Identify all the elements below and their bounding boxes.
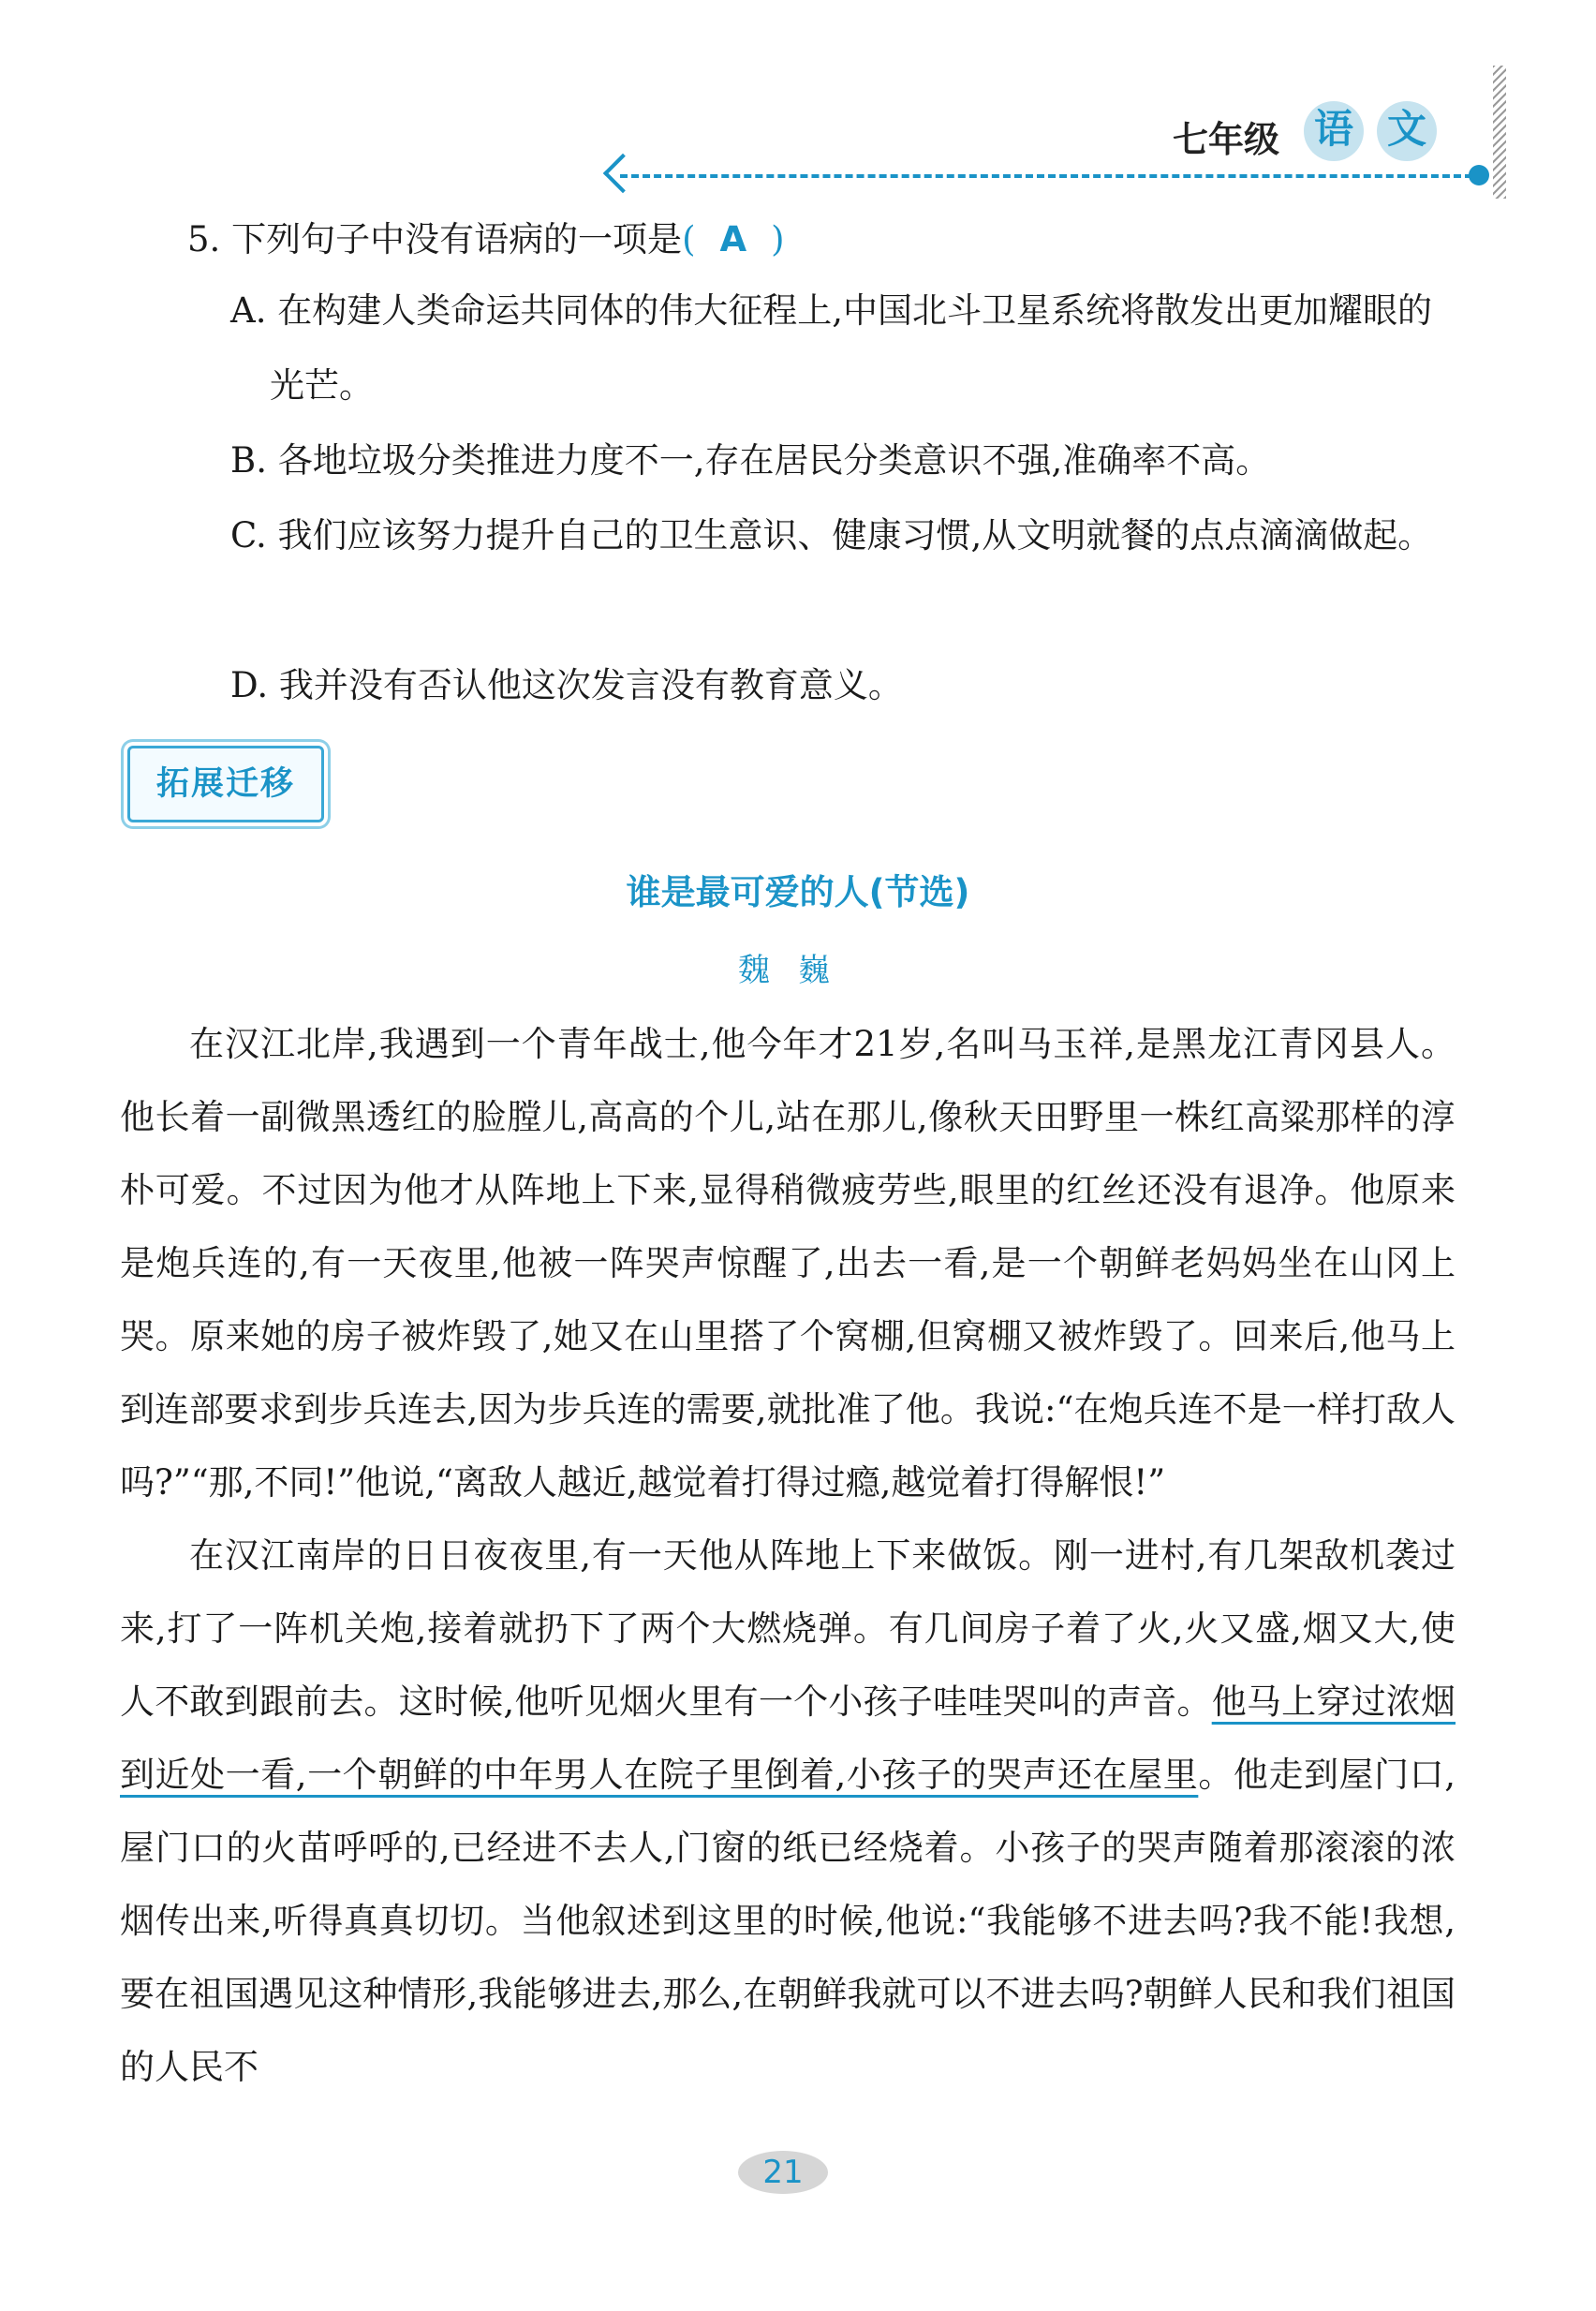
article-body <box>120 1008 1456 2104</box>
arrow-left-icon <box>603 154 643 193</box>
option-b: B. 各地垃圾分类推进力度不一,存在居民分类意识不强,准确率不高。 <box>230 440 1271 481</box>
underlined-sentence: 他马上穿过浓烟到近处一看,一个朝鲜的中年男人在院子里倒着,小孩子的哭声还在屋里 <box>120 1681 1456 1795</box>
option-c: C. 我们应该努力提升自己的卫生意识、健康习惯,从文明就餐的点点滴滴做起。 <box>230 515 1433 556</box>
option-a: A. 在构建人类命运共同体的伟大征程上,中国北斗卫星系统将散发出更加耀眼的光芒。 <box>230 290 1433 406</box>
question-stem: 5. 下列句子中没有语病的一项是 <box>187 219 683 259</box>
option-d: D. 我并没有否认他这次发言没有教育意义。 <box>230 665 903 705</box>
paren-open: ( <box>682 219 696 259</box>
page-edge-stripes <box>1493 66 1506 199</box>
article-title: 谁是最可爱的人(节选) <box>626 872 970 912</box>
header-dashed-rule <box>620 174 1472 178</box>
dot-icon <box>1469 165 1489 185</box>
paren-close: ) <box>771 219 785 259</box>
article-author: 魏巍 <box>738 952 858 989</box>
paragraph-2 <box>120 1519 1456 2104</box>
paragraph-2-rest: 。他走到屋门口,屋门口的火苗呼呼的,已经进不去人,门窗的纸已经烧着。小孩子的哭声随着那滚滚的浓烟传出来,听得真真切切。当他叙述到这里的时候,他说:“我能够不进去吗?我不能!我想,要在祖国遇见这种情形,我能够进去,那么,在朝鲜我就可以不进去吗?朝鲜人民和我们祖国的人民不 <box>120 1755 1456 2087</box>
subject-char-yu: 语 <box>1304 101 1364 161</box>
paragraph-2-lead: 在汉江南岸的日日夜夜里,有一天他从阵地上下来做饭。刚一进村,有几架敌机袭过来,打了一阵机关炮,接着就扔下了两个大燃烧弹。有几间房子着了火,火又盛,烟又大,使人不敢到跟前去。这时候,他听见烟火里有一个小孩子哇哇哭叫的声音。 <box>120 1535 1456 1722</box>
section-badge <box>127 746 324 822</box>
page-number: 21 <box>762 2154 804 2191</box>
paragraph-1: 在汉江北岸,我遇到一个青年战士,他今年才21岁,名叫马玉祥,是黑龙江青冈县人。他长着一副微黑透红的脸膛儿,高高的个儿,站在那儿,像秋天田野里一株红高粱那样的淳朴可爱。不过因为他才从阵地上下来,显得稍微疲劳些,眼里的红丝还没有退净。他原来是炮兵连的,有一天夜里,他被一阵哭声惊醒了,出去一看,是一个朝鲜老妈妈坐在山冈上哭。原来她的房子被炸毁了,她又在山里搭了个窝棚,但窝棚又被炸毁了。回来后,他马上到连部要求到步兵连去,因为步兵连的需要,就批准了他。我说:“在炮兵连不是一样打敌人吗?”“那,不同!”他说,“离敌人越近,越觉着打得过瘾,越觉着打得解恨!” <box>120 1024 1456 1503</box>
subject-char-wen: 文 <box>1377 101 1437 161</box>
section-label: 拓展迁移 <box>155 765 295 803</box>
question-stem-line <box>187 214 785 266</box>
grade-label: 七年级 <box>1173 119 1280 160</box>
answer-value: A <box>719 219 747 259</box>
